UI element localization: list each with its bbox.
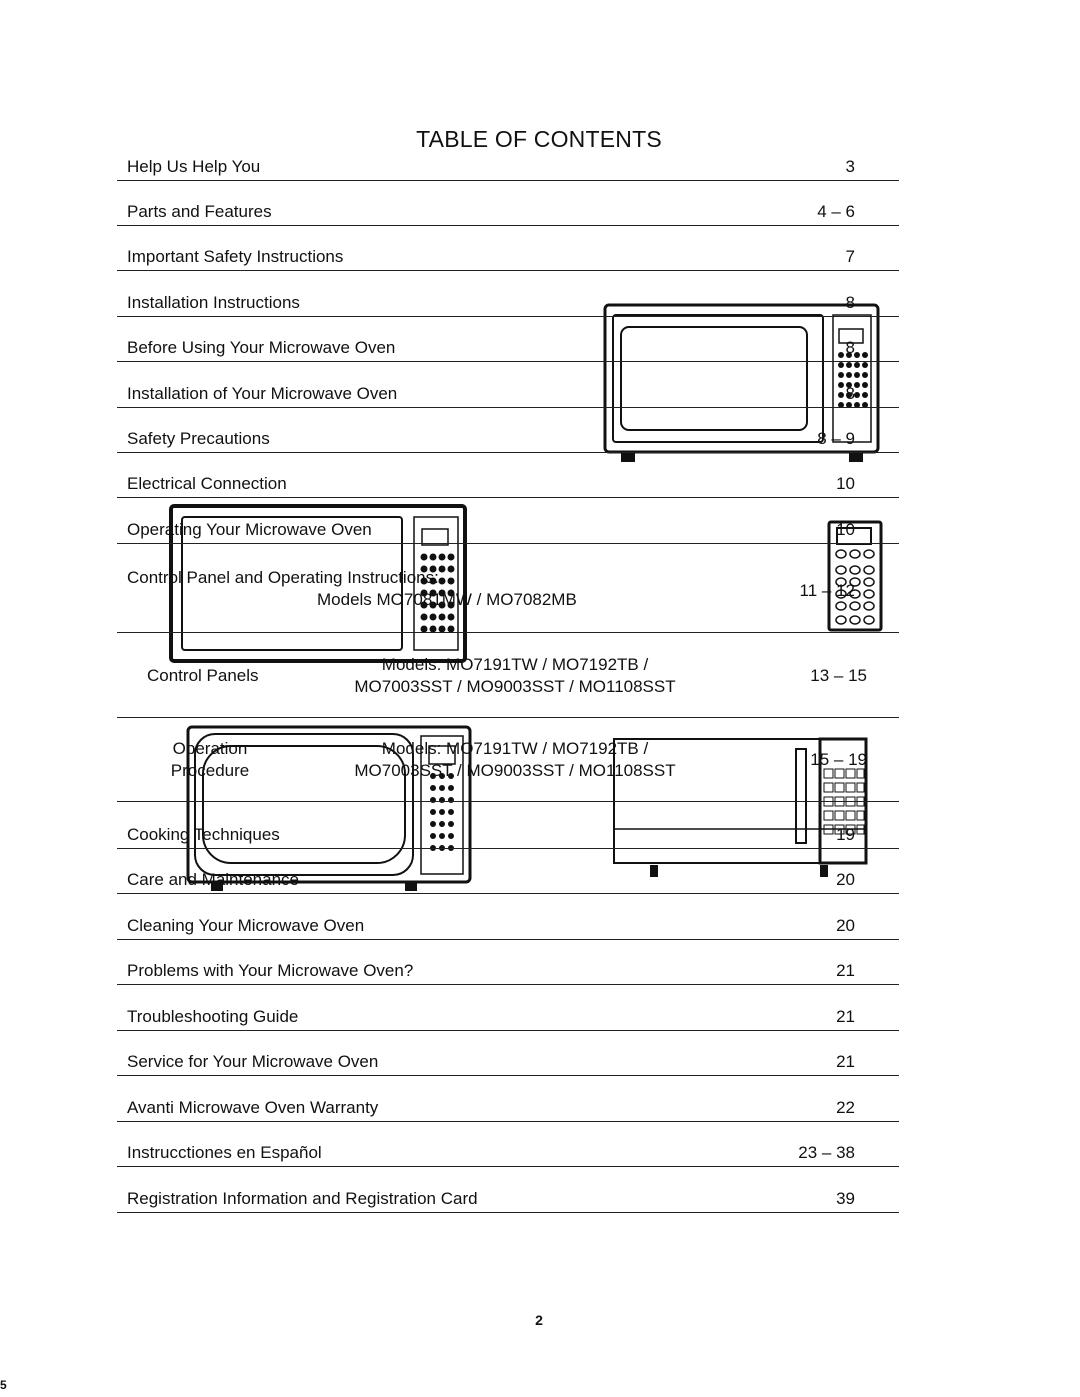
toc-entry-label: Cooking Techniques (127, 825, 280, 844)
toc-entry-control-panel (117, 544, 899, 633)
operation-procedure-page: 15 – 19 (810, 750, 867, 769)
toc-entry (117, 818, 899, 849)
toc-entry-label: Cleaning Your Microwave Oven (127, 916, 365, 935)
toc-entry-page: 20 (836, 916, 855, 935)
toc-entry-label: Instrucctiones en Español (127, 1143, 322, 1162)
toc-entry (117, 377, 899, 408)
toc-entry (117, 513, 899, 544)
toc-entry-page: 21 (836, 1007, 855, 1026)
toc-entry (117, 909, 899, 940)
toc-entry (117, 422, 899, 453)
toc-entry-page: 21 (836, 961, 855, 980)
toc-entry-page: 22 (836, 1098, 855, 1117)
control-panels-page: 13 – 15 (810, 666, 867, 685)
toc-entry-label: Before Using Your Microwave Oven (127, 338, 396, 357)
toc-entry-label: Troubleshooting Guide (127, 1007, 299, 1026)
toc-entry-page: 23 – 38 (798, 1143, 855, 1162)
control-panel-models: Models MO7081MW / MO7082MB (317, 590, 577, 609)
control-panel-heading: Control Panel and Operating Instructions: (127, 568, 439, 587)
page-title: TABLE OF CONTENTS (416, 126, 662, 152)
toc-entry-operation-procedure (117, 718, 899, 802)
toc-entry-label: Registration Information and Registration Card (127, 1189, 478, 1208)
operation-procedure-models-line2: MO7003SST / MO9003SST / MO1108SST (354, 761, 676, 780)
toc-entry (117, 863, 899, 894)
toc-entry-label: Important Safety Instructions (127, 247, 344, 266)
toc-entry (117, 1045, 899, 1076)
toc-entry-page: 7 (845, 247, 855, 266)
toc-entry (117, 195, 899, 226)
toc-entry (117, 954, 899, 985)
toc-entry-page: 8 (845, 384, 855, 403)
control-panels-label: Control Panels (147, 666, 259, 685)
toc-entry (117, 240, 899, 271)
operation-procedure-label-line1: Operation (172, 739, 248, 758)
toc-entry-page: 8 – 9 (817, 429, 855, 448)
toc-entry-page: 21 (836, 1052, 855, 1071)
toc-entry (117, 150, 899, 181)
control-panel-page: 11 – 12 (799, 581, 855, 600)
toc-entry-label: Help Us Help You (127, 157, 261, 176)
toc-entry-page: 10 (836, 474, 855, 493)
toc-entry-control-panels (117, 633, 899, 718)
toc-entry (117, 1182, 899, 1213)
toc-entry-page: 8 (845, 338, 855, 357)
operation-procedure-models-line1: Models: MO7191TW / MO7192TB / (381, 739, 649, 758)
toc-entry-label: Service for Your Microwave Oven (127, 1052, 379, 1071)
toc-entry (117, 331, 899, 362)
toc-entry-label: Safety Precautions (127, 429, 270, 448)
operation-procedure-label-line2: Procedure (170, 761, 250, 780)
toc-entry-label: Installation Instructions (127, 293, 300, 312)
toc-entry-page: 39 (836, 1189, 855, 1208)
control-panels-models-line1: Models: MO7191TW / MO7192TB / (381, 655, 649, 674)
control-panels-models-line2: MO7003SST / MO9003SST / MO1108SST (354, 677, 676, 696)
toc-entry-label: Electrical Connection (127, 474, 287, 493)
toc-entry-label: Installation of Your Microwave Oven (127, 384, 398, 403)
toc-entry-page: 20 (836, 870, 855, 889)
toc-entry (117, 467, 899, 498)
page-number: 2 (535, 1312, 543, 1328)
toc-entry-page: 4 – 6 (817, 202, 855, 221)
toc-entry-label: Operating Your Microwave Oven (127, 520, 372, 539)
toc-entry (117, 1000, 899, 1031)
toc-entry (117, 286, 899, 317)
toc-entry-label: Problems with Your Microwave Oven? (127, 961, 414, 980)
toc-entry-label: Avanti Microwave Oven Warranty (127, 1098, 379, 1117)
corner-mark: 5 (0, 1378, 7, 1392)
toc-entry-page: 19 (836, 825, 855, 844)
toc-entry (117, 1091, 899, 1122)
toc-entry-label: Parts and Features (127, 202, 272, 221)
toc-entry-label: Care and Maintenance (127, 870, 300, 889)
toc-entry (117, 1136, 899, 1167)
toc-entry-page: 8 (845, 293, 855, 312)
toc-entry-page: 10 (836, 520, 855, 539)
toc-entry-page: 3 (845, 157, 855, 176)
